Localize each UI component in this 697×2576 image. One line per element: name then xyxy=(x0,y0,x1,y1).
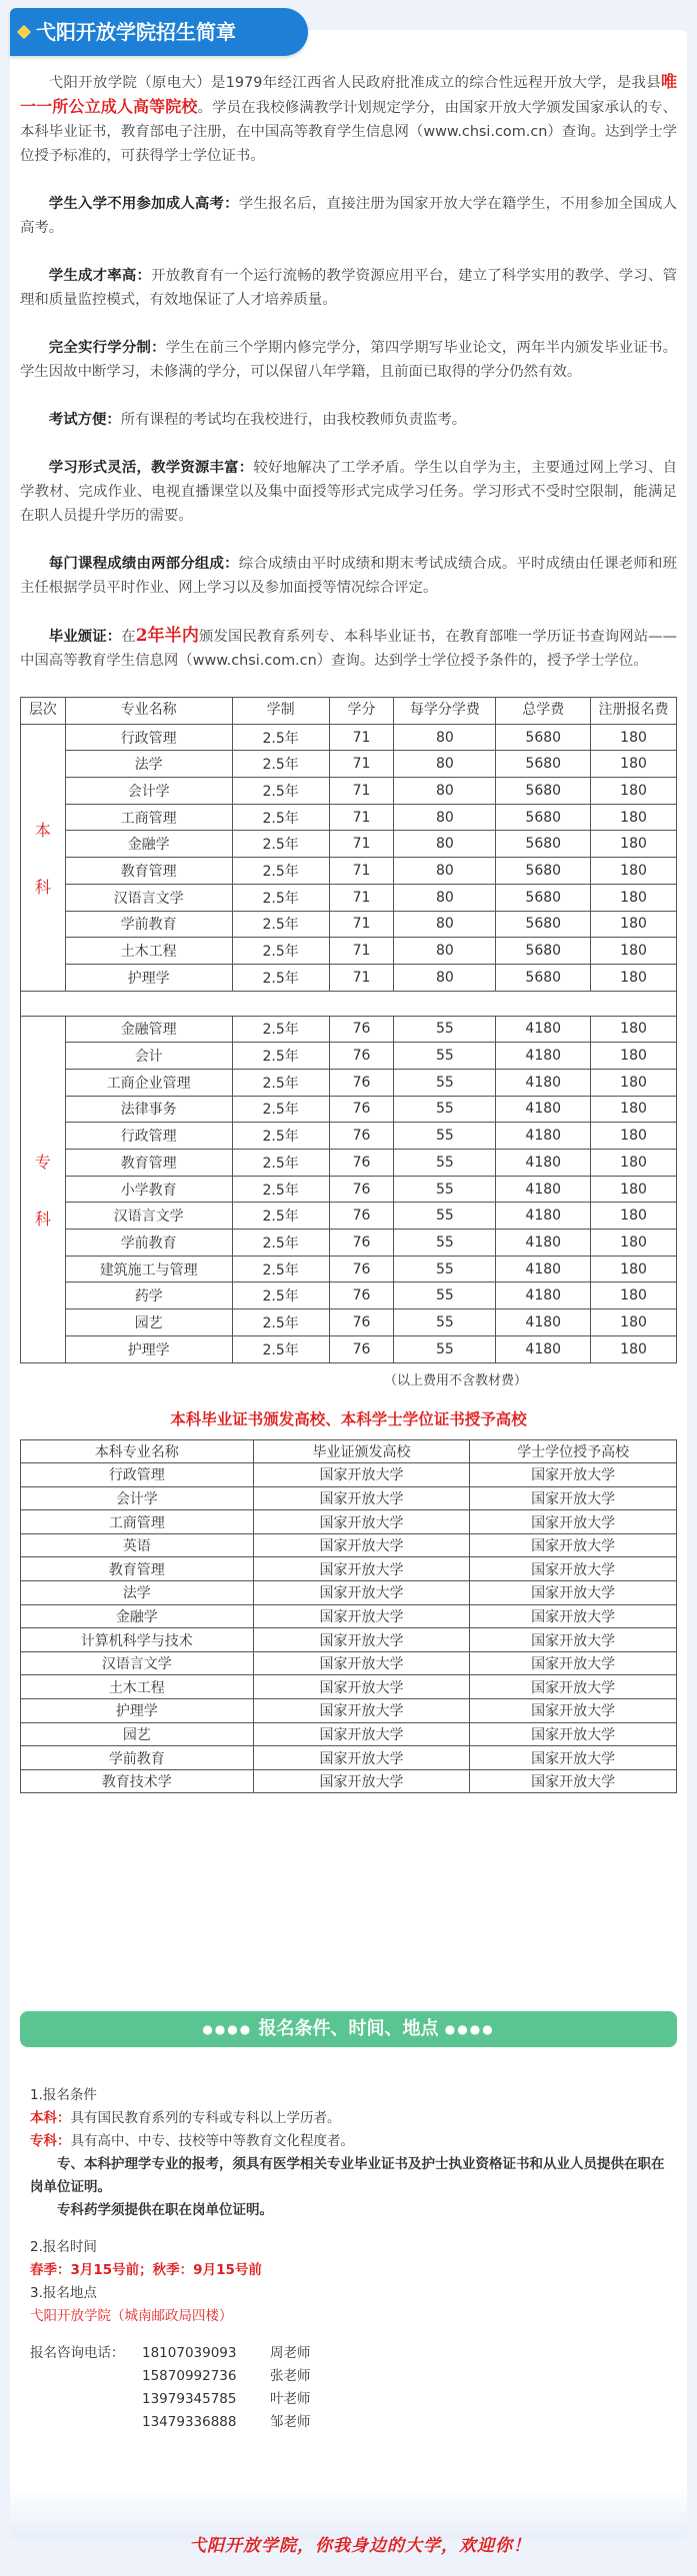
title-banner xyxy=(10,8,308,56)
table-cell: 71 xyxy=(329,911,394,938)
header-cell: 每学分学费 xyxy=(394,698,496,725)
table-cell: 学前教育 xyxy=(21,1746,254,1770)
table-cell: 55 xyxy=(394,1309,496,1336)
table-cell: 55 xyxy=(394,1123,496,1150)
table-cell: 2.5年 xyxy=(232,1256,329,1283)
table-cell: 5680 xyxy=(496,938,591,965)
table-cell: 5680 xyxy=(496,751,591,778)
header-cell: 学制 xyxy=(232,698,329,725)
table-cell: 4180 xyxy=(496,1069,591,1096)
table-cell: 80 xyxy=(394,751,496,778)
table-cell: 2.5年 xyxy=(232,751,329,778)
table-cell: 2.5年 xyxy=(232,1335,329,1362)
teacher-name: 邹老师 xyxy=(270,2414,311,2430)
table-cell: 法学 xyxy=(65,751,232,778)
table-cell: 金融学 xyxy=(21,1604,254,1628)
table-cell: 71 xyxy=(329,831,394,858)
table-row xyxy=(21,1016,677,1043)
star-icon xyxy=(17,25,31,39)
table-cell: 4180 xyxy=(496,1123,591,1150)
table-row xyxy=(21,1604,677,1628)
table-cell: 180 xyxy=(591,911,677,938)
table-cell: 国家开放大学 xyxy=(470,1699,677,1723)
table-cell: 180 xyxy=(591,778,677,805)
fee-table xyxy=(20,697,677,1363)
table-cell: 55 xyxy=(394,1150,496,1177)
table-cell: 行政管理 xyxy=(21,1463,254,1487)
page-title: 弋阳开放学院招生简章 xyxy=(36,20,236,44)
table-cell: 计算机科学与技术 xyxy=(21,1628,254,1652)
table-cell: 汉语言文学 xyxy=(65,1203,232,1230)
table-row xyxy=(21,1256,677,1283)
condition-title: 1.报名条件 xyxy=(30,2087,97,2103)
table-cell: 园艺 xyxy=(65,1309,232,1336)
table-cell: 国家开放大学 xyxy=(253,1628,470,1652)
table-cell: 国家开放大学 xyxy=(253,1699,470,1723)
table-cell: 80 xyxy=(394,831,496,858)
table-cell: 国家开放大学 xyxy=(470,1675,677,1699)
table-cell: 国家开放大学 xyxy=(253,1651,470,1675)
phone-number[interactable]: 13479336888 xyxy=(142,2414,237,2430)
graduation-paragraph: 毕业颁证：在2年半内颁发国民教育系列专、本科毕业证书，在教育部唯一学历证书查询网站——中国高等教育学生信息网（www.chsi.com.cn）查询。达到学士学位授予条件的，授予学士学位。 xyxy=(20,626,677,669)
table-cell: 2.5年 xyxy=(232,1069,329,1096)
table-cell: 2.5年 xyxy=(232,884,329,911)
table-row xyxy=(21,751,677,778)
table-cell: 国家开放大学 xyxy=(470,1769,677,1793)
table-cell: 国家开放大学 xyxy=(253,1486,470,1510)
level-cell: 专 科 xyxy=(21,1016,66,1362)
table-cell: 55 xyxy=(394,1016,496,1043)
table-cell: 行政管理 xyxy=(65,1123,232,1150)
cert-table xyxy=(20,1439,677,1794)
table-cell: 金融管理 xyxy=(65,1016,232,1043)
table-row xyxy=(21,1069,677,1096)
table-row xyxy=(21,1123,677,1150)
table-cell: 76 xyxy=(329,1176,394,1203)
table-cell: 55 xyxy=(394,1043,496,1070)
table-cell: 国家开放大学 xyxy=(253,1746,470,1770)
table-cell: 教育管理 xyxy=(65,1150,232,1177)
table-row xyxy=(21,1309,677,1336)
table-cell: 2.5年 xyxy=(232,1203,329,1230)
table-cell: 4180 xyxy=(496,1016,591,1043)
table-cell: 76 xyxy=(329,1096,394,1123)
table-cell: 国家开放大学 xyxy=(470,1486,677,1510)
table-cell: 2.5年 xyxy=(232,858,329,885)
phone-number[interactable]: 18107039093 xyxy=(142,2345,237,2361)
nursing-note: 专、本科护理学专业的报考，须具有医学相关专业毕业证书及护士执业资格证书和从业人员提供在职在岗单位证明。 xyxy=(30,2156,665,2195)
header-cell: 注册报名费 xyxy=(591,698,677,725)
table-row xyxy=(21,858,677,885)
table-row xyxy=(21,1675,677,1699)
table-cell: 80 xyxy=(394,858,496,885)
section-title: 报名条件、时间、地点 xyxy=(258,2018,439,2039)
exam-paragraph: 考试方便：所有课程的考试均在我校进行，由我校教师负责监考。 xyxy=(48,412,467,428)
table-cell: 工商管理 xyxy=(65,804,232,831)
table-row xyxy=(21,1230,677,1257)
table-row xyxy=(21,1463,677,1487)
table-cell: 5680 xyxy=(496,964,591,991)
table-cell: 学前教育 xyxy=(65,1230,232,1257)
table-cell: 国家开放大学 xyxy=(470,1463,677,1487)
table-cell: 80 xyxy=(394,964,496,991)
table-row xyxy=(21,1769,677,1793)
table-cell: 180 xyxy=(591,938,677,965)
table-cell: 71 xyxy=(329,804,394,831)
table-cell: 教育管理 xyxy=(65,858,232,885)
table-cell: 4180 xyxy=(496,1043,591,1070)
table-cell: 55 xyxy=(394,1335,496,1362)
table-cell: 2.5年 xyxy=(232,804,329,831)
table-cell: 180 xyxy=(591,1203,677,1230)
table-cell: 2.5年 xyxy=(232,911,329,938)
table-cell: 4180 xyxy=(496,1335,591,1362)
table-row xyxy=(21,804,677,831)
pharmacy-note: 专科药学须提供在职在岗单位证明。 xyxy=(57,2202,273,2218)
table-cell: 71 xyxy=(329,778,394,805)
place-text: 弋阳开放学院（城南邮政局四楼） xyxy=(30,2308,233,2324)
table-cell: 71 xyxy=(329,884,394,911)
table-cell: 180 xyxy=(591,831,677,858)
table-row xyxy=(21,1510,677,1534)
header-cell: 专业名称 xyxy=(65,698,232,725)
table-cell: 国家开放大学 xyxy=(253,1675,470,1699)
table-row xyxy=(21,1335,677,1362)
table-cell: 教育管理 xyxy=(21,1557,254,1581)
table-cell: 土木工程 xyxy=(21,1675,254,1699)
table-cell: 180 xyxy=(591,1096,677,1123)
fee-table-header xyxy=(21,698,677,725)
cert-table-header xyxy=(21,1439,677,1463)
table-cell: 2.5年 xyxy=(232,1123,329,1150)
table-cell: 学前教育 xyxy=(65,911,232,938)
table-cell: 土木工程 xyxy=(65,938,232,965)
study-form-paragraph: 学习形式灵活，教学资源丰富：较好地解决了工学矛盾。学生以自学为主，主要通过网上学习、自学教材、完成作业、电视直播课堂以及集中面授等形式完成学习任务。学习形式不受时空限制，能满足在职人员提升学历的需要。 xyxy=(20,460,677,524)
table-cell: 2.5年 xyxy=(232,1230,329,1257)
table-cell: 行政管理 xyxy=(65,724,232,751)
table-cell: 180 xyxy=(591,1150,677,1177)
table-cell: 2.5年 xyxy=(232,1176,329,1203)
table-cell: 2.5年 xyxy=(232,1016,329,1043)
table-row xyxy=(21,1651,677,1675)
table-cell: 76 xyxy=(329,1283,394,1309)
header-cell: 总学费 xyxy=(496,698,591,725)
table-cell: 2.5年 xyxy=(232,831,329,858)
table-cell: 国家开放大学 xyxy=(253,1510,470,1534)
fee-note: （以上费用不含教材费） xyxy=(383,1372,527,1388)
table-cell: 4180 xyxy=(496,1176,591,1203)
contact-row xyxy=(30,2342,670,2365)
table-cell: 国家开放大学 xyxy=(470,1581,677,1605)
phone-number[interactable]: 15870992736 xyxy=(142,2368,237,2384)
table-cell: 护理学 xyxy=(21,1699,254,1723)
table-cell: 76 xyxy=(329,1256,394,1283)
table-cell: 教育技术学 xyxy=(21,1769,254,1793)
table-cell: 180 xyxy=(591,724,677,751)
table-cell: 5680 xyxy=(496,911,591,938)
header-cell: 学分 xyxy=(329,698,394,725)
table-cell: 金融学 xyxy=(65,831,232,858)
success-paragraph: 学生成才率高：开放教育有一个运行流畅的教学资源应用平台，建立了科学实用的教学、学习、管理和质量监控模式，有效地保证了人才培养质量。 xyxy=(20,268,677,308)
table-cell: 71 xyxy=(329,751,394,778)
table-cell: 护理学 xyxy=(65,1335,232,1362)
table-cell: 180 xyxy=(591,964,677,991)
table-cell: 2.5年 xyxy=(232,1043,329,1070)
table-cell: 小学教育 xyxy=(65,1176,232,1203)
contact-row xyxy=(30,2388,670,2411)
table-cell: 药学 xyxy=(65,1283,232,1309)
contact-row xyxy=(30,2411,670,2434)
table-cell: 5680 xyxy=(496,724,591,751)
table-cell: 4180 xyxy=(496,1256,591,1283)
table-cell: 71 xyxy=(329,938,394,965)
table-row xyxy=(21,911,677,938)
table-cell: 国家开放大学 xyxy=(470,1722,677,1746)
dots-icon: ●●●● xyxy=(202,2022,253,2036)
table-cell: 国家开放大学 xyxy=(470,1510,677,1534)
table-cell: 建筑施工与管理 xyxy=(65,1256,232,1283)
table-cell: 76 xyxy=(329,1335,394,1362)
main-content xyxy=(20,70,677,1793)
table-cell: 2.5年 xyxy=(232,1283,329,1309)
table-cell: 180 xyxy=(591,1123,677,1150)
table-cell: 76 xyxy=(329,1016,394,1043)
header-cell: 毕业证颁发高校 xyxy=(253,1439,470,1463)
teacher-name: 周老师 xyxy=(270,2345,311,2361)
table-cell: 80 xyxy=(394,938,496,965)
intro-paragraph: 弋阳开放学院（原电大）是1979年经江西省人民政府批准成立的综合性远程开放大学，是我县唯一一所公立成人高等院校。学员在我校修满教学计划规定学分，由国家开放大学颁发国家承认的专、本科毕业证书，教育部电子注册，在中国高等教育学生信息网（www.chsi.com.cn）查询。达到学士学位授予标准的，可获得学士学位证书。 xyxy=(20,72,677,164)
level-cell: 本 科 xyxy=(21,724,66,991)
table-cell: 国家开放大学 xyxy=(470,1651,677,1675)
table-cell: 国家开放大学 xyxy=(253,1604,470,1628)
table-cell: 国家开放大学 xyxy=(253,1722,470,1746)
contact-label xyxy=(30,2365,142,2388)
table-cell: 国家开放大学 xyxy=(253,1769,470,1793)
header-cell: 层次 xyxy=(21,698,66,725)
table-cell: 2.5年 xyxy=(232,1150,329,1177)
table-cell: 2.5年 xyxy=(232,1096,329,1123)
table-row xyxy=(21,1283,677,1309)
table-cell: 55 xyxy=(394,1256,496,1283)
table-cell: 英语 xyxy=(21,1533,254,1557)
table-cell: 180 xyxy=(591,1283,677,1309)
table-row xyxy=(21,1176,677,1203)
separator-row xyxy=(21,991,677,1016)
table-row xyxy=(21,1043,677,1070)
table-cell: 180 xyxy=(591,884,677,911)
table-cell: 76 xyxy=(329,1203,394,1230)
table-cell: 5680 xyxy=(496,884,591,911)
table-cell: 180 xyxy=(591,1335,677,1362)
table-cell: 71 xyxy=(329,724,394,751)
table-row xyxy=(21,1203,677,1230)
table-cell: 180 xyxy=(591,1309,677,1336)
table-cell: 汉语言文学 xyxy=(21,1651,254,1675)
time-title: 2.报名时间 xyxy=(30,2239,97,2255)
table-cell: 55 xyxy=(394,1283,496,1309)
section-banner xyxy=(20,2011,677,2047)
registration-info xyxy=(30,2084,670,2434)
contact-list xyxy=(30,2342,670,2434)
table-row xyxy=(21,1746,677,1770)
table-cell: 国家开放大学 xyxy=(470,1557,677,1581)
teacher-name: 张老师 xyxy=(270,2368,311,2384)
table-cell: 4180 xyxy=(496,1309,591,1336)
table-row xyxy=(21,1581,677,1605)
table-cell: 80 xyxy=(394,778,496,805)
table-cell: 180 xyxy=(591,1016,677,1043)
table-cell: 180 xyxy=(591,1043,677,1070)
table-cell: 71 xyxy=(329,858,394,885)
contact-label xyxy=(30,2388,142,2411)
credit-paragraph: 完全实行学分制：学生在前三个学期内修完学分，第四学期写毕业论文，两年半内颁发毕业证书。学生因故中断学习，未修满的学分，可以保留八年学籍，且前面已取得的学分仍然有效。 xyxy=(20,340,677,380)
table-row xyxy=(21,1096,677,1123)
table-row xyxy=(21,1486,677,1510)
table-cell: 国家开放大学 xyxy=(470,1604,677,1628)
table-cell: 2.5年 xyxy=(232,1309,329,1336)
time-text: 春季：3月15号前；秋季：9月15号前 xyxy=(30,2262,262,2278)
table-cell: 会计学 xyxy=(65,778,232,805)
benke-condition: 本科：具有国民教育系列的专科或专科以上学历者。 xyxy=(30,2110,341,2126)
table-cell: 工商管理 xyxy=(21,1510,254,1534)
no-exam-paragraph: 学生入学不用参加成人高考：学生报名后，直接注册为国家开放大学在籍学生，不用参加全国成人高考。 xyxy=(20,196,677,236)
table-cell: 国家开放大学 xyxy=(470,1533,677,1557)
table-cell: 4180 xyxy=(496,1150,591,1177)
table-row xyxy=(21,938,677,965)
table-row xyxy=(21,831,677,858)
table-row xyxy=(21,1628,677,1652)
table-cell: 180 xyxy=(591,1069,677,1096)
table-cell: 80 xyxy=(394,911,496,938)
table-cell: 4180 xyxy=(496,1096,591,1123)
table-cell: 国家开放大学 xyxy=(470,1628,677,1652)
table-cell: 国家开放大学 xyxy=(253,1533,470,1557)
table-cell: 76 xyxy=(329,1150,394,1177)
table-row xyxy=(21,1722,677,1746)
table-row xyxy=(21,884,677,911)
phone-number[interactable]: 13979345785 xyxy=(142,2391,237,2407)
zhuanke-condition: 专科：具有高中、中专、技校等中等教育文化程度者。 xyxy=(30,2133,354,2149)
table-cell: 法学 xyxy=(21,1581,254,1605)
table-cell: 2.5年 xyxy=(232,938,329,965)
table-cell: 55 xyxy=(394,1069,496,1096)
table-cell: 180 xyxy=(591,751,677,778)
contact-label xyxy=(30,2411,142,2434)
table-cell: 76 xyxy=(329,1309,394,1336)
table-row xyxy=(21,1557,677,1581)
table-cell: 园艺 xyxy=(21,1722,254,1746)
table-cell: 71 xyxy=(329,964,394,991)
table-cell: 4180 xyxy=(496,1283,591,1309)
table-cell: 2.5年 xyxy=(232,778,329,805)
header-cell: 学士学位授予高校 xyxy=(470,1439,677,1463)
table-row xyxy=(21,724,677,751)
table-row xyxy=(21,964,677,991)
table-cell: 76 xyxy=(329,1230,394,1257)
table-cell: 55 xyxy=(394,1176,496,1203)
table-cell: 180 xyxy=(591,858,677,885)
table-cell: 国家开放大学 xyxy=(470,1746,677,1770)
table-row xyxy=(21,1699,677,1723)
table-cell: 80 xyxy=(394,884,496,911)
table-cell: 会计 xyxy=(65,1043,232,1070)
table-cell: 80 xyxy=(394,724,496,751)
place-title: 3.报名地点 xyxy=(30,2285,97,2301)
table-cell: 国家开放大学 xyxy=(253,1581,470,1605)
table-row xyxy=(21,778,677,805)
dots-icon: ●●●● xyxy=(444,2022,495,2036)
table-cell: 180 xyxy=(591,1176,677,1203)
cert-table-title: 本科毕业证书颁发高校、本科学士学位证书授予高校 xyxy=(170,1409,527,1428)
table-cell: 国家开放大学 xyxy=(253,1463,470,1487)
table-cell: 76 xyxy=(329,1123,394,1150)
table-cell: 4180 xyxy=(496,1203,591,1230)
teacher-name: 叶老师 xyxy=(270,2391,311,2407)
table-cell: 180 xyxy=(591,1230,677,1257)
table-cell: 76 xyxy=(329,1043,394,1070)
table-cell: 法律事务 xyxy=(65,1096,232,1123)
table-cell: 5680 xyxy=(496,778,591,805)
table-cell: 护理学 xyxy=(65,964,232,991)
table-cell: 国家开放大学 xyxy=(253,1557,470,1581)
table-cell: 5680 xyxy=(496,831,591,858)
table-cell: 55 xyxy=(394,1096,496,1123)
table-cell: 工商企业管理 xyxy=(65,1069,232,1096)
table-cell: 汉语言文学 xyxy=(65,884,232,911)
table-cell: 76 xyxy=(329,1069,394,1096)
contact-label: 报名咨询电话： xyxy=(30,2345,125,2361)
footer-slogan: 弋阳开放学院，你我身边的大学，欢迎你！ xyxy=(189,2536,531,2556)
table-cell: 5680 xyxy=(496,858,591,885)
table-cell: 5680 xyxy=(496,804,591,831)
table-cell: 80 xyxy=(394,804,496,831)
table-cell: 2.5年 xyxy=(232,724,329,751)
table-row xyxy=(21,1533,677,1557)
grade-paragraph: 每门课程成绩由两部分组成：综合成绩由平时成绩和期末考试成绩合成。平时成绩由任课老师和班主任根据学员平时作业、网上学习以及参加面授等情况综合评定。 xyxy=(20,556,677,596)
table-cell: 2.5年 xyxy=(232,964,329,991)
table-cell: 55 xyxy=(394,1203,496,1230)
contact-row xyxy=(30,2365,670,2388)
table-cell: 会计学 xyxy=(21,1486,254,1510)
table-cell: 4180 xyxy=(496,1230,591,1257)
table-cell: 180 xyxy=(591,804,677,831)
table-cell: 180 xyxy=(591,1256,677,1283)
table-cell: 55 xyxy=(394,1230,496,1257)
table-row xyxy=(21,1150,677,1177)
header-cell: 本科专业名称 xyxy=(21,1439,254,1463)
